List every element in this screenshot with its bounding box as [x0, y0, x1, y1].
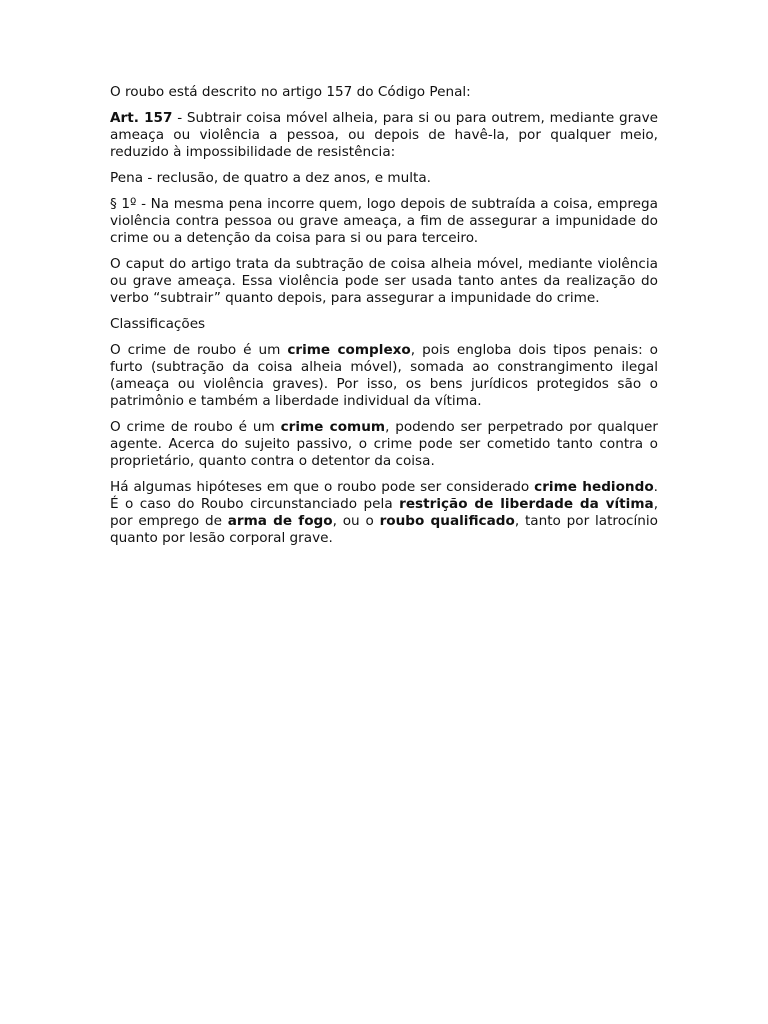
common-crime-paragraph	[110, 419, 658, 470]
intro-text: O roubo está descrito no artigo 157 do Código Penal:	[110, 84, 471, 100]
article-text: - Subtrair coisa móvel alheia, para si ou para outrem, mediante grave ameaça ou violência a pessoa, ou depois de havê-la, por qualquer meio, reduzido à impossibilidade de resistência:	[110, 110, 658, 160]
common-text-1: O crime de roubo é um	[110, 419, 281, 435]
article-label: Art. 157	[110, 110, 173, 126]
article-paragraph	[110, 110, 658, 161]
heinous-bold-4: roubo qualificado	[379, 513, 515, 529]
heinous-text-2: . É o caso do Roubo circunstanciado pela	[110, 479, 658, 512]
heinous-bold-3: arma de fogo	[227, 513, 333, 529]
paragraph-one	[110, 196, 658, 247]
classifications-text: Classificações	[110, 316, 206, 332]
penalty-paragraph	[110, 170, 658, 187]
heinous-crime-paragraph	[110, 479, 658, 547]
heinous-bold-2: restrição de liberdade da vítima	[399, 496, 654, 512]
intro-paragraph	[110, 84, 658, 101]
heinous-bold-1: crime hediondo	[534, 479, 654, 495]
classifications-heading	[110, 316, 658, 333]
paragraph-one-text: § 1º - Na mesma pena incorre quem, logo depois de subtraída a coisa, emprega violência contra pessoa ou grave ameaça, a fim de assegurar a impunidade do crime ou a detenção da coisa para si ou para terceiro.	[110, 196, 658, 246]
complex-bold-1: crime complexo	[287, 342, 411, 358]
common-text-2: , podendo ser perpetrado por qualquer agente. Acerca do sujeito passivo, o crime pode ser cometido tanto contra o proprietário, quanto contra o detentor da coisa.	[110, 419, 658, 469]
common-bold-1: crime comum	[280, 419, 386, 435]
heinous-text-5: , tanto por latrocínio quanto por lesão corporal grave.	[110, 513, 658, 546]
document-body	[110, 84, 658, 556]
caput-text: O caput do artigo trata da subtração de coisa alheia móvel, mediante violência ou grave ameaça. Essa violência pode ser usada tanto antes da realização do verbo “subtrair” quanto depois, para assegurar a impunidade do crime.	[110, 256, 658, 306]
complex-text-1: O crime de roubo é um	[110, 342, 288, 358]
heinous-text-4: , ou o	[332, 513, 380, 529]
heinous-text-1: Há algumas hipóteses em que o roubo pode ser considerado	[110, 479, 535, 495]
heinous-text-3: , por emprego de	[110, 496, 659, 529]
complex-crime-paragraph	[110, 342, 658, 410]
complex-text-2: , pois engloba dois tipos penais: o furto (subtração da coisa alheia móvel), somada ao constrangimento ilegal (ameaça ou violência graves). Por isso, os bens jurídicos protegidos são o patrimônio e também a liberdade individual da vítima.	[110, 342, 658, 409]
caput-paragraph	[110, 256, 658, 307]
penalty-text: Pena - reclusão, de quatro a dez anos, e multa.	[110, 170, 431, 186]
